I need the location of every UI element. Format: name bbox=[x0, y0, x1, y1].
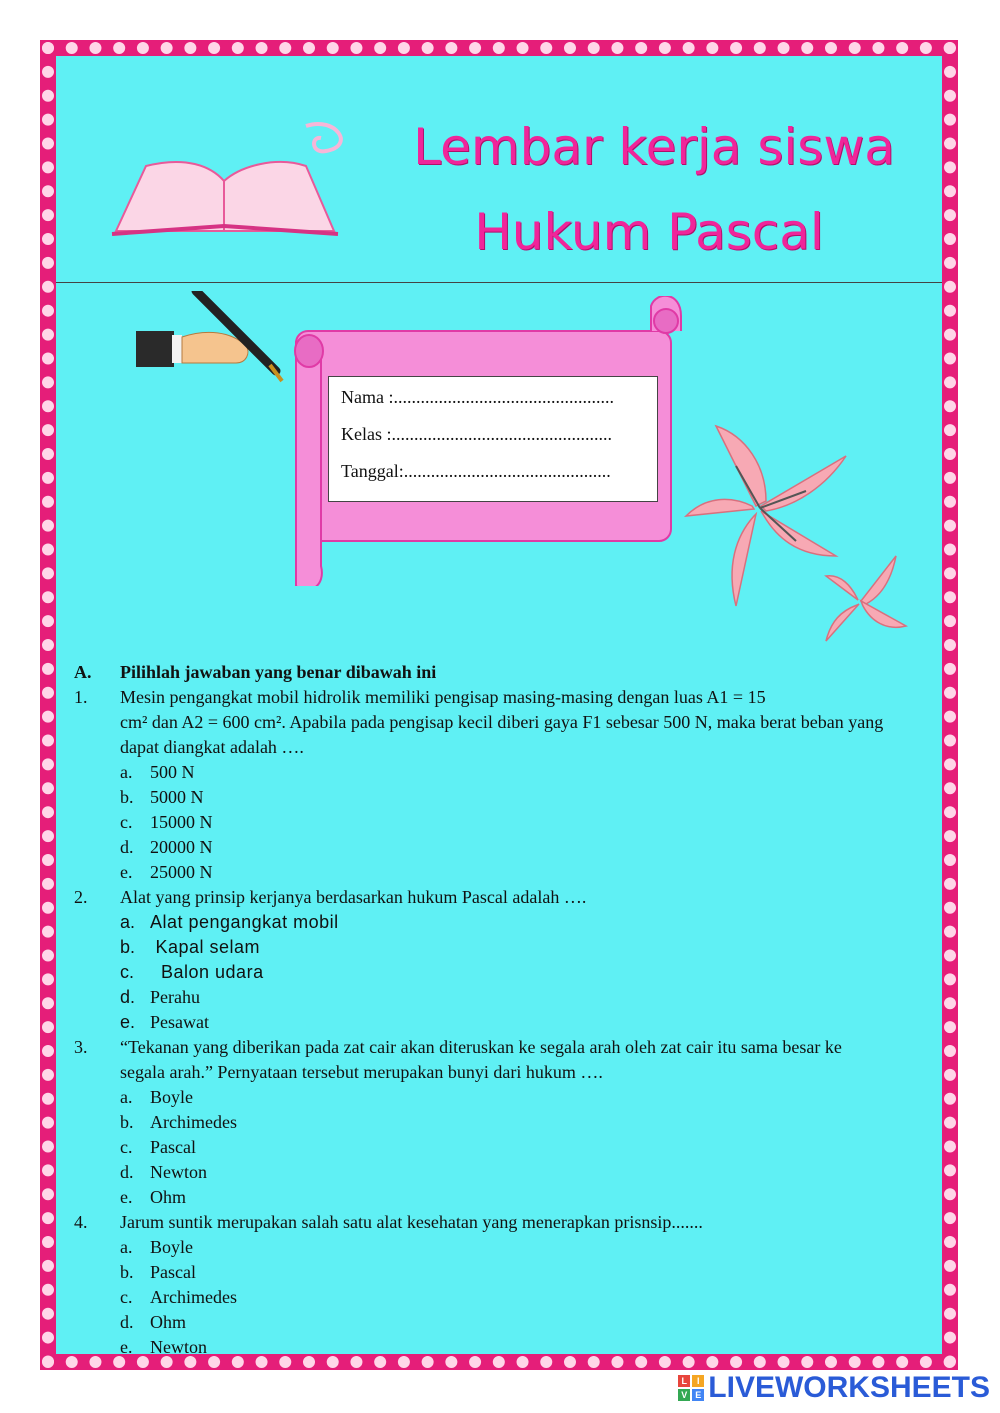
question-number: 1. bbox=[74, 687, 88, 707]
option-text: Newton bbox=[150, 1337, 207, 1357]
option-text: Boyle bbox=[150, 1087, 193, 1107]
option-letter: e. bbox=[120, 1187, 133, 1207]
option-letter: b. bbox=[120, 937, 136, 957]
option-4a[interactable] bbox=[74, 1235, 944, 1260]
option-text: Boyle bbox=[150, 1237, 193, 1257]
option-1c[interactable] bbox=[74, 810, 944, 835]
question-3 bbox=[74, 1035, 944, 1085]
option-text: Pascal bbox=[150, 1137, 196, 1157]
option-text: Archimedes bbox=[150, 1287, 237, 1307]
option-text: Pesawat bbox=[150, 1012, 209, 1032]
option-letter: d. bbox=[120, 987, 136, 1007]
option-letter: a. bbox=[120, 912, 136, 932]
question-text: Jarum suntik merupakan salah satu alat kesehatan yang menerapkan prisnsip....... bbox=[120, 1212, 703, 1232]
option-3d[interactable] bbox=[74, 1160, 944, 1185]
option-letter: b. bbox=[120, 1112, 134, 1132]
option-4d[interactable] bbox=[74, 1310, 944, 1335]
option-text: 20000 N bbox=[150, 837, 213, 857]
option-text: Balon udara bbox=[150, 962, 264, 982]
question-line: dapat diangkat adalah …. bbox=[120, 737, 304, 757]
logo-tile: V bbox=[678, 1389, 690, 1401]
option-2c[interactable] bbox=[74, 960, 944, 985]
option-2e[interactable] bbox=[74, 1010, 944, 1035]
option-1d[interactable] bbox=[74, 835, 944, 860]
option-4b[interactable] bbox=[74, 1260, 944, 1285]
option-text: 25000 N bbox=[150, 862, 213, 882]
question-number: 2. bbox=[74, 887, 88, 907]
section-title: Pilihlah jawaban yang benar dibawah ini bbox=[120, 662, 437, 682]
date-field[interactable]: Tanggal:.............................................. bbox=[341, 461, 611, 481]
question-text bbox=[120, 1035, 944, 1085]
option-letter: e. bbox=[120, 1337, 133, 1357]
student-identity-box bbox=[328, 376, 658, 502]
option-3b[interactable] bbox=[74, 1110, 944, 1135]
header-divider bbox=[56, 282, 942, 283]
option-3c[interactable] bbox=[74, 1135, 944, 1160]
option-letter: e. bbox=[120, 862, 133, 882]
logo-text: LIVEWORKSHEETS bbox=[708, 1371, 990, 1404]
worksheet-subtitle: Hukum Pascal bbox=[474, 203, 824, 261]
liveworksheets-logo[interactable] bbox=[678, 1371, 990, 1405]
option-letter: a. bbox=[120, 1237, 133, 1257]
option-letter: a. bbox=[120, 1087, 133, 1107]
section-heading bbox=[74, 660, 944, 685]
option-letter: d. bbox=[120, 1162, 134, 1182]
option-letter: b. bbox=[120, 1262, 134, 1282]
question-line: Mesin pengangkat mobil hidrolik memiliki pengisap masing-masing dengan luas A1 = 15 bbox=[120, 687, 766, 707]
class-field[interactable]: Kelas :................................................. bbox=[341, 424, 612, 444]
option-text: Archimedes bbox=[150, 1112, 237, 1132]
option-text: Newton bbox=[150, 1162, 207, 1182]
section-label: A. bbox=[74, 662, 92, 682]
option-1e[interactable] bbox=[74, 860, 944, 885]
worksheet-title: Lembar kerja siswa bbox=[413, 118, 895, 176]
option-text: Perahu bbox=[150, 987, 200, 1007]
option-3e[interactable] bbox=[74, 1185, 944, 1210]
option-2a[interactable] bbox=[74, 910, 944, 935]
option-1b[interactable] bbox=[74, 785, 944, 810]
option-letter: d. bbox=[120, 1312, 134, 1332]
option-4e[interactable] bbox=[74, 1335, 944, 1360]
question-4 bbox=[74, 1210, 944, 1235]
option-2d[interactable] bbox=[74, 985, 944, 1010]
question-line: “Tekanan yang diberikan pada zat cair akan diteruskan ke segala arah oleh zat cair itu sama besar ke bbox=[120, 1037, 842, 1057]
option-letter: c. bbox=[120, 962, 135, 982]
question-number: 3. bbox=[74, 1037, 88, 1057]
logo-tile: E bbox=[692, 1389, 704, 1401]
option-text: 5000 N bbox=[150, 787, 204, 807]
option-letter: d. bbox=[120, 837, 134, 857]
question-2 bbox=[74, 885, 944, 910]
hand-writing-icon bbox=[136, 291, 286, 391]
worksheet-page bbox=[40, 40, 958, 1370]
option-text: Kapal selam bbox=[150, 937, 261, 957]
name-field[interactable]: Nama :................................................. bbox=[341, 387, 614, 407]
option-letter: c. bbox=[120, 1287, 133, 1307]
questions-section bbox=[74, 660, 944, 1360]
option-text: Ohm bbox=[150, 1312, 186, 1332]
option-text: 15000 N bbox=[150, 812, 213, 832]
option-letter: a. bbox=[120, 762, 133, 782]
question-text bbox=[120, 685, 944, 760]
open-book-icon bbox=[106, 106, 346, 236]
option-text: Pascal bbox=[150, 1262, 196, 1282]
question-number: 4. bbox=[74, 1212, 88, 1232]
option-letter: c. bbox=[120, 812, 133, 832]
option-letter: e. bbox=[120, 1012, 136, 1032]
logo-tile: I bbox=[692, 1375, 704, 1387]
option-2b[interactable] bbox=[74, 935, 944, 960]
option-3a[interactable] bbox=[74, 1085, 944, 1110]
logo-tiles-icon bbox=[678, 1375, 704, 1401]
option-text: Alat pengangkat mobil bbox=[150, 912, 339, 932]
option-1a[interactable] bbox=[74, 760, 944, 785]
option-text: Ohm bbox=[150, 1187, 186, 1207]
option-4c[interactable] bbox=[74, 1285, 944, 1310]
question-text: Alat yang prinsip kerjanya berdasarkan hukum Pascal adalah …. bbox=[120, 887, 587, 907]
option-letter: b. bbox=[120, 787, 134, 807]
option-text: 500 N bbox=[150, 762, 195, 782]
logo-tile: L bbox=[678, 1375, 690, 1387]
question-line: cm² dan A2 = 600 cm². Apabila pada pengisap kecil diberi gaya F1 sebesar 500 N, maka berat beban yang bbox=[120, 712, 884, 732]
flower-icon bbox=[676, 406, 916, 646]
question-1 bbox=[74, 685, 944, 760]
option-letter: c. bbox=[120, 1137, 133, 1157]
question-line: segala arah.” Pernyataan tersebut merupakan bunyi dari hukum …. bbox=[120, 1062, 603, 1082]
